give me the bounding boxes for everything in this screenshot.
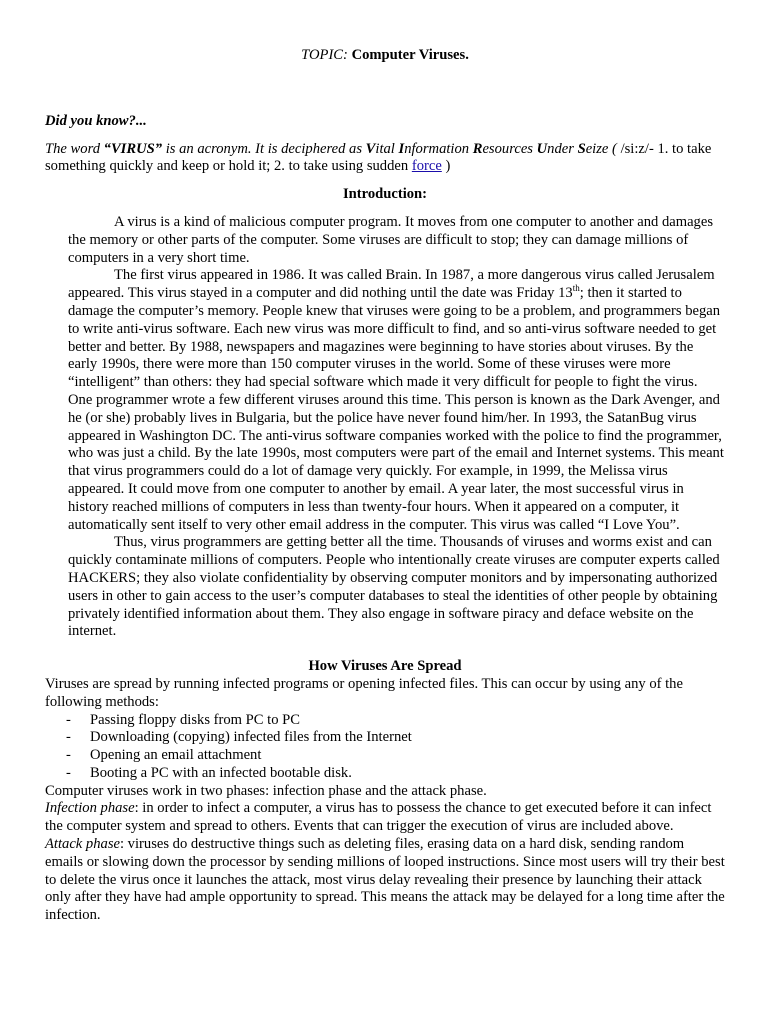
intro-paragraph-2b: ; then it started to damage the computer’s memory. People knew that viruses were going to be a problem, and programmers began to write anti-virus software. Each new virus was more difficult to find, and so anti-virus software needed to get better and better. By 1988, newspapers and magazines were beginning to have stories about viruses. By the early 1990s, there were more than 150 computer viruses in the world. Some of these viruses were more “intelligent” than others: they had special software which made it very difficult for people to fight the virus. One programmer wrote a few different viruses around this time. This person is known as the Dark Avenger, and he (or she) probably lives in Bulgaria, but the police have never found him/her. In 1993, the SatanBug virus appeared in Washington DC. The anti-virus software companies worked with the police to find the programmer, who was just a child. By the late 1990s, most computers were part of the email and Internet systems. This meant that virus programmers could do a lot of damage very quickly. For example, in 1999, the Melissa virus appeared. It could move from one computer to another by email. A year later, the most successful virus in history reached millions of computers in less than twenty-four hours. When it appeared on a computer, it automatically sent itself to very other email address in the computer. This virus was called “I Love You”. (68, 285, 724, 533)
acronym-word-information: nformation (404, 140, 473, 157)
list-dash: - (66, 764, 71, 781)
infection-phase-text: : in order to infect a computer, a virus has to possess the chance to get executed before it can infect the computer system and spread to others. Events that can trigger the execution of virus are included above. (45, 800, 712, 835)
intro-paragraph-2a: The first virus appeared in 1986. It was called Brain. In 1987, a more dangerous virus called Jerusalem appeared. This virus stayed in a computer and did nothing until the date was Friday 13 (68, 267, 715, 302)
introduction-heading: Introduction: (342, 186, 428, 203)
acronym-paragraph (45, 141, 725, 177)
spread-lead: Viruses are spread by running infected programs or opening infected files. This can occur by using any of the following methods: (45, 675, 683, 710)
list-item-text: Opening an email attachment (90, 747, 262, 764)
infection-phase-paragraph (45, 800, 725, 836)
list-item (45, 747, 725, 765)
acronym-initial-v: V (365, 140, 376, 157)
title-text: Computer Viruses. (351, 47, 469, 63)
intro-paragraph-3: Thus, virus programmers are getting better all the time. Thousands of viruses and worms exist and can quickly contaminate millions of computers. People who intentionally create viruses are computer experts called HACKERS; they also violate confidentiality by observing computer monitors and by impersonating authorized users in other to gain access to the user’s computer databases to steal the identities of other people by obtaining privately identified information about them. They also engage in software piracy and deface website on the internet. (68, 534, 720, 640)
infection-phase-label: Infection phase (45, 800, 135, 817)
acronym-word-under: nder (547, 140, 578, 157)
list-item (45, 729, 725, 747)
acronym-word-resources: esources (482, 140, 537, 157)
acronym-text-1: The word (45, 140, 104, 157)
acronym-close: ) (441, 158, 451, 175)
title-prefix: TOPIC: (301, 47, 348, 63)
force-link[interactable]: force (411, 158, 442, 175)
attack-phase-paragraph (45, 836, 725, 925)
list-item (45, 712, 725, 730)
acronym-initial-i: I (398, 140, 405, 157)
spread-heading: How Viruses Are Spread (308, 658, 462, 675)
list-dash: - (66, 711, 71, 728)
methods-list (45, 712, 725, 783)
acronym-initial-u: U (536, 140, 548, 157)
list-item-text: Passing floppy disks from PC to PC (90, 711, 301, 728)
acronym-word-seize: eize ( (585, 140, 621, 157)
did-you-know-heading: Did you know?... (45, 112, 147, 129)
acronym-word-vital: ital (375, 140, 399, 157)
th-superscript: th (572, 283, 580, 294)
phases-sentence: Computer viruses work in two phases: infection phase and the attack phase. (45, 782, 487, 799)
list-dash: - (66, 747, 71, 764)
acronym-virus-word: “VIRUS” (103, 140, 163, 157)
acronym-initial-r: R (472, 140, 483, 157)
intro-paragraph-2 (68, 267, 725, 534)
list-item-text: Booting a PC with an infected bootable disk. (90, 764, 352, 781)
attack-phase-text: : viruses do destructive things such as deleting files, erasing data on a hard disk, sending random emails or slowing down the processor by sending millions of looped instructions. Since most users will try their best to delete the virus once it launches the attack, most virus delay revealing their presence by launching their attack only after they have had ample opportunity to spread. This means the attack may be delayed for a long time after the infection. (45, 836, 725, 924)
page-title (45, 47, 725, 65)
document-page (45, 47, 725, 925)
introduction-body (68, 214, 725, 641)
acronym-initial-s: S (577, 140, 586, 157)
list-item-text: Downloading (copying) infected files from the Internet (90, 729, 412, 746)
attack-phase-label: Attack phase (45, 836, 120, 853)
list-dash: - (66, 729, 71, 746)
acronym-definition: /si:z/- 1. to take something quickly and keep or hold it; 2. to take using sudden (45, 140, 712, 175)
list-item (45, 765, 725, 783)
acronym-text-2: is an acronym. It is deciphered as (162, 140, 366, 157)
intro-paragraph-1: A virus is a kind of malicious computer program. It moves from one computer to another and damages the memory or other parts of the computer. Some viruses are difficult to stop; they can damage millions of computers in a very short time. (68, 213, 714, 266)
